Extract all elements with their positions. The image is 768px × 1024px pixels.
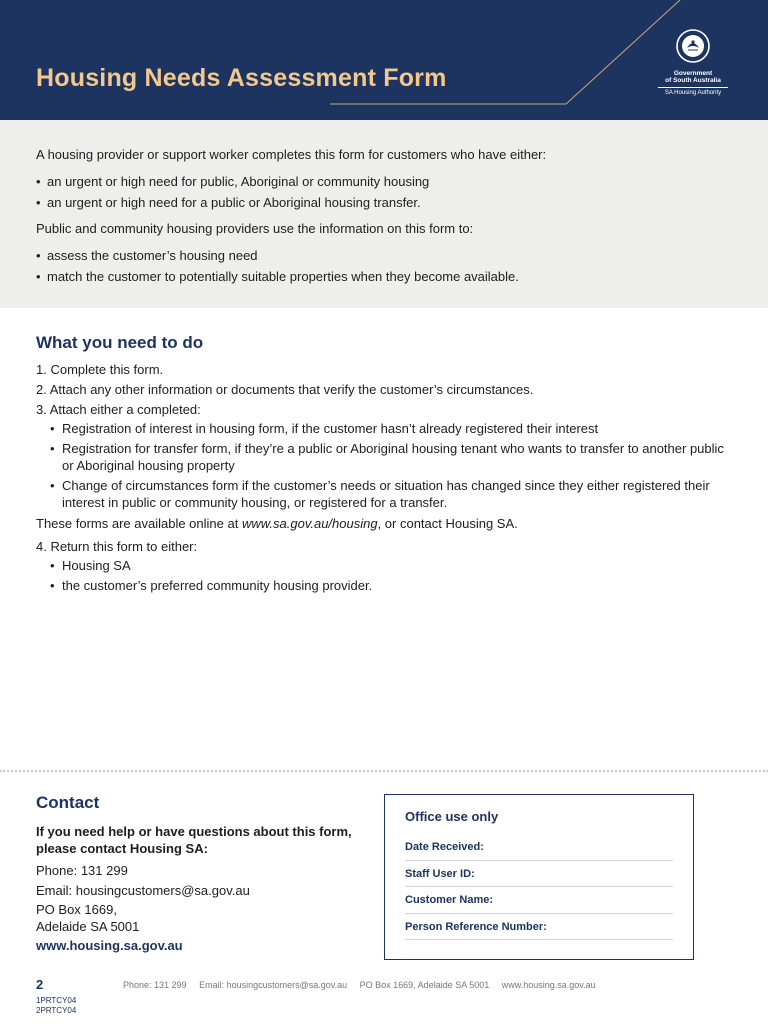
date-received-field: Date Received: xyxy=(405,834,673,861)
forms-availability xyxy=(36,514,736,534)
contact-website-link[interactable]: www.housing.sa.gov.au xyxy=(36,938,183,953)
footer-address: PO Box 1669, Adelaide SA 5001 xyxy=(359,980,490,990)
list-item: • an urgent or high need for a public or Aboriginal housing transfer. xyxy=(36,192,732,213)
form-code: 1PRTCY04 xyxy=(36,996,77,1005)
list-item: • Registration for transfer form, if they’re a public or Aboriginal housing tenant who wants to transfer to another public or Aboriginal housing property xyxy=(50,440,736,474)
uses-list xyxy=(36,245,732,287)
contact-heading: Contact xyxy=(36,793,100,812)
logo-authority-text: SA Housing Authority xyxy=(664,90,722,96)
step-4-list xyxy=(50,557,736,594)
logo-divider xyxy=(658,87,728,88)
sa-government-logo xyxy=(648,28,738,97)
list-item: • Registration of interest in housing form, if the customer hasn’t already registered their interest xyxy=(50,420,736,437)
needs-list xyxy=(36,171,732,213)
form-codes xyxy=(36,996,76,1016)
contact-po-box: PO Box 1669, xyxy=(36,902,117,917)
contact-phone: Phone: 131 299 xyxy=(36,863,128,878)
instructions-section xyxy=(36,333,736,597)
list-item: • the customer’s preferred community housing provider. xyxy=(50,577,736,594)
contact-section xyxy=(36,793,356,956)
section-divider xyxy=(0,770,768,772)
step-3-list xyxy=(50,420,736,511)
uses-lead: Public and community housing providers use the information on this form to: xyxy=(36,221,474,236)
sa-seal-icon xyxy=(675,28,711,64)
instructions-heading: What you need to do xyxy=(36,333,204,352)
logo-sa-text: of South Australia xyxy=(665,77,721,84)
step-1: 1. Complete this form. xyxy=(36,362,164,377)
list-item: • an urgent or high need for public, Aboriginal or community housing xyxy=(36,171,732,192)
list-item: • assess the customer’s housing need xyxy=(36,245,732,266)
footer-phone: Phone: 131 299 xyxy=(123,980,187,990)
footer-contact-info xyxy=(123,980,606,990)
list-item: • Change of circumstances form if the customer’s needs or situation has changed since they either registered their interest in public or community housing, or registered for a transfer. xyxy=(50,477,736,511)
intro-panel xyxy=(0,120,768,308)
housing-link[interactable]: www.sa.gov.au/housing xyxy=(241,516,378,531)
form-title: Housing Needs Assessment Form xyxy=(36,64,447,92)
staff-user-id-field: Staff User ID: xyxy=(405,861,673,888)
customer-name-field: Customer Name: xyxy=(405,887,673,914)
intro-lead: A housing provider or support worker completes this form for customers who have either: xyxy=(36,147,547,162)
list-item: • Housing SA xyxy=(50,557,736,574)
contact-help-text: If you need help or have questions about this form, please contact Housing SA: xyxy=(36,824,352,856)
step-2: 2. Attach any other information or documents that verify the customer’s circumstances. xyxy=(36,382,534,397)
header-banner xyxy=(0,0,768,120)
availability-prefix: These forms are available online at xyxy=(36,516,242,531)
contact-email: Email: housingcustomers@sa.gov.au xyxy=(36,883,250,898)
step-3: 3. Attach either a completed: xyxy=(36,402,201,417)
page-number: 2 xyxy=(36,977,44,992)
form-code: 2PRTCY04 xyxy=(36,1006,77,1015)
footer-website[interactable]: www.housing.sa.gov.au xyxy=(501,980,596,990)
office-use-heading: Office use only xyxy=(405,809,499,824)
contact-city: Adelaide SA 5001 xyxy=(36,919,140,934)
availability-suffix: , or contact Housing SA. xyxy=(377,516,518,531)
logo-government-text: Government xyxy=(673,70,713,77)
list-item: • match the customer to potentially suitable properties when they become available. xyxy=(36,266,732,287)
office-use-box xyxy=(384,794,694,960)
page-footer xyxy=(0,975,768,1024)
footer-email: Email: housingcustomers@sa.gov.au xyxy=(199,980,348,990)
step-4: 4. Return this form to either: xyxy=(36,539,198,554)
person-reference-number-field: Person Reference Number: xyxy=(405,914,673,941)
